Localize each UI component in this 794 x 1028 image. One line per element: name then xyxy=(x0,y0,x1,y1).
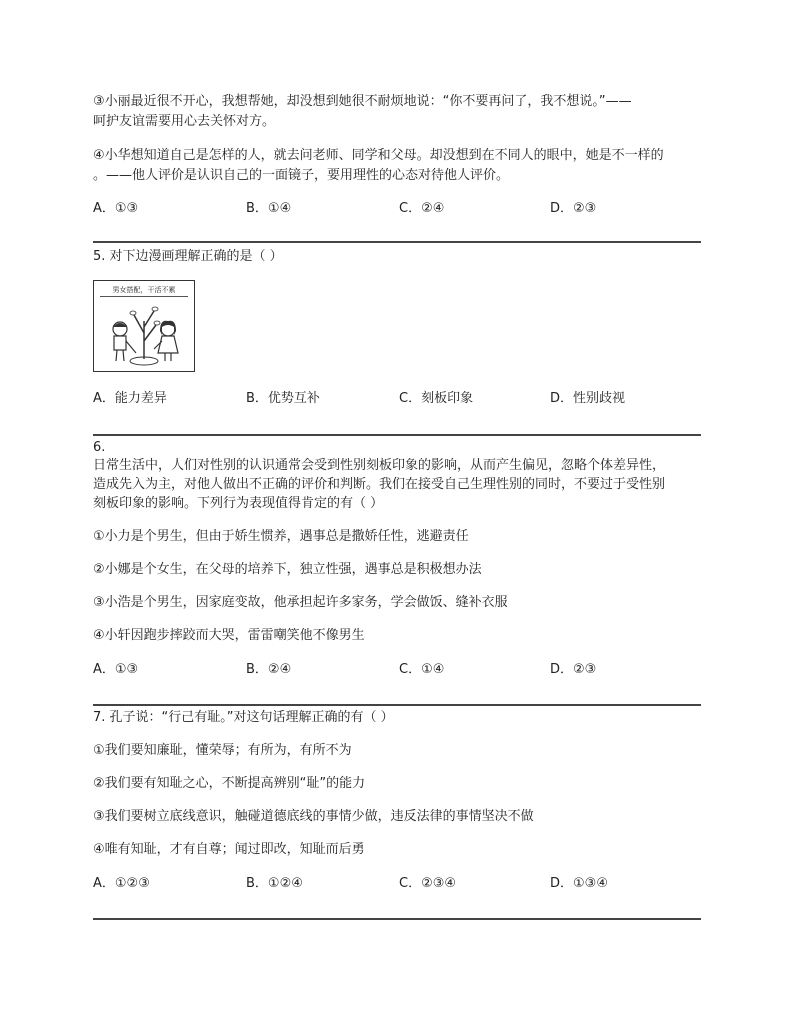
q4-option-b[interactable]: B．①④ xyxy=(246,201,292,216)
q7-options xyxy=(93,874,701,894)
q5-stem: 5. 对下边漫画理解正确的是（ ） xyxy=(93,249,283,264)
q6-option-c[interactable]: C．①④ xyxy=(399,662,445,677)
q5-options xyxy=(93,389,701,409)
q6-item-2: ②小娜是个女生，在父母的培养下，独立性强，遇事总是积极想办法 xyxy=(93,562,482,577)
q6-stem-line-1: 日常生活中，人们对性别的认识通常会受到性别刻板印象的影响，从而产生偏见，忽略个体差异性， xyxy=(93,458,666,473)
q7-option-c[interactable]: C．②③④ xyxy=(399,876,457,891)
q6-stem-line-3: 刻板印象的影响。下列行为表现值得肯定的有（ ） xyxy=(93,496,384,511)
q6-option-d[interactable]: D．②③ xyxy=(550,662,597,677)
q4-option-c[interactable]: C．②④ xyxy=(399,201,445,216)
q4-options xyxy=(93,199,701,219)
q5-option-a[interactable]: A．能力差异 xyxy=(93,391,167,406)
divider xyxy=(93,434,701,436)
q7-item-3: ③我们要树立底线意识，触碰道德底线的事情少做，违反法律的事情坚决不做 xyxy=(93,809,534,824)
q6-stem-line-2: 造成先入为主，对他人做出不正确的评价和判断。我们在接受自己生理性别的同时，不要过于受性别 xyxy=(93,477,666,492)
q7-item-2: ②我们要有知耻之心，不断提高辨别“耻”的能力 xyxy=(93,776,366,791)
q6-item-4: ④小轩因跑步摔跤而大哭，雷雷嘲笑他不像男生 xyxy=(93,628,365,643)
cartoon-image xyxy=(93,280,195,372)
q7-option-b[interactable]: B．①②④ xyxy=(246,876,303,891)
q6-item-3: ③小浩是个男生，因家庭变故，他承担起许多家务，学会做饭、缝补衣服 xyxy=(93,595,508,610)
q6-item-1: ①小力是个男生，但由于娇生惯养，遇事总是撒娇任性，逃避责任 xyxy=(93,529,469,544)
q5-option-c[interactable]: C．刻板印象 xyxy=(399,391,474,406)
q7-item-1: ①我们要知廉耻，懂荣辱；有所为，有所不为 xyxy=(93,743,352,758)
q7-stem: 7. 孔子说：“行己有耻。”对这句话理解正确的有（ ） xyxy=(93,710,394,725)
q4-option-a[interactable]: A．①③ xyxy=(93,201,139,216)
q7-item-4: ④唯有知耻，才有自尊；闻过即改，知耻而后勇 xyxy=(93,842,365,857)
divider xyxy=(93,241,701,243)
q4-item-4-line-1: ④小华想知道自己是怎样的人，就去问老师、同学和父母。却没想到在不同人的眼中，她是不一样的 xyxy=(93,148,664,163)
q6-number: 6. xyxy=(93,440,106,455)
q4-item-4-line-2: 。——他人评价是认识自己的一面镜子，要用理性的心态对待他人评价。 xyxy=(93,168,510,183)
q4-item-3-line-2: 呵护友谊需要用心去关怀对方。 xyxy=(93,114,276,129)
q4-item-3-line-1: ③小丽最近很不开心，我想帮她，却没想到她很不耐烦地说：“你不要再问了，我不想说。”—— xyxy=(93,94,632,109)
q7-option-d[interactable]: D．①③④ xyxy=(550,876,608,891)
q5-option-d[interactable]: D．性别歧视 xyxy=(550,391,626,406)
q6-option-b[interactable]: B．②④ xyxy=(246,662,292,677)
q5-option-b[interactable]: B．优势互补 xyxy=(246,391,320,406)
q7-option-a[interactable]: A．①②③ xyxy=(93,876,150,891)
q4-option-d[interactable]: D．②③ xyxy=(550,201,597,216)
cartoon-caption: 男女搭配，干活不累 xyxy=(100,284,188,297)
divider xyxy=(93,704,701,706)
divider xyxy=(93,918,701,920)
q6-option-a[interactable]: A．①③ xyxy=(93,662,139,677)
cartoon-drawing xyxy=(94,281,194,371)
q6-options xyxy=(93,660,701,680)
